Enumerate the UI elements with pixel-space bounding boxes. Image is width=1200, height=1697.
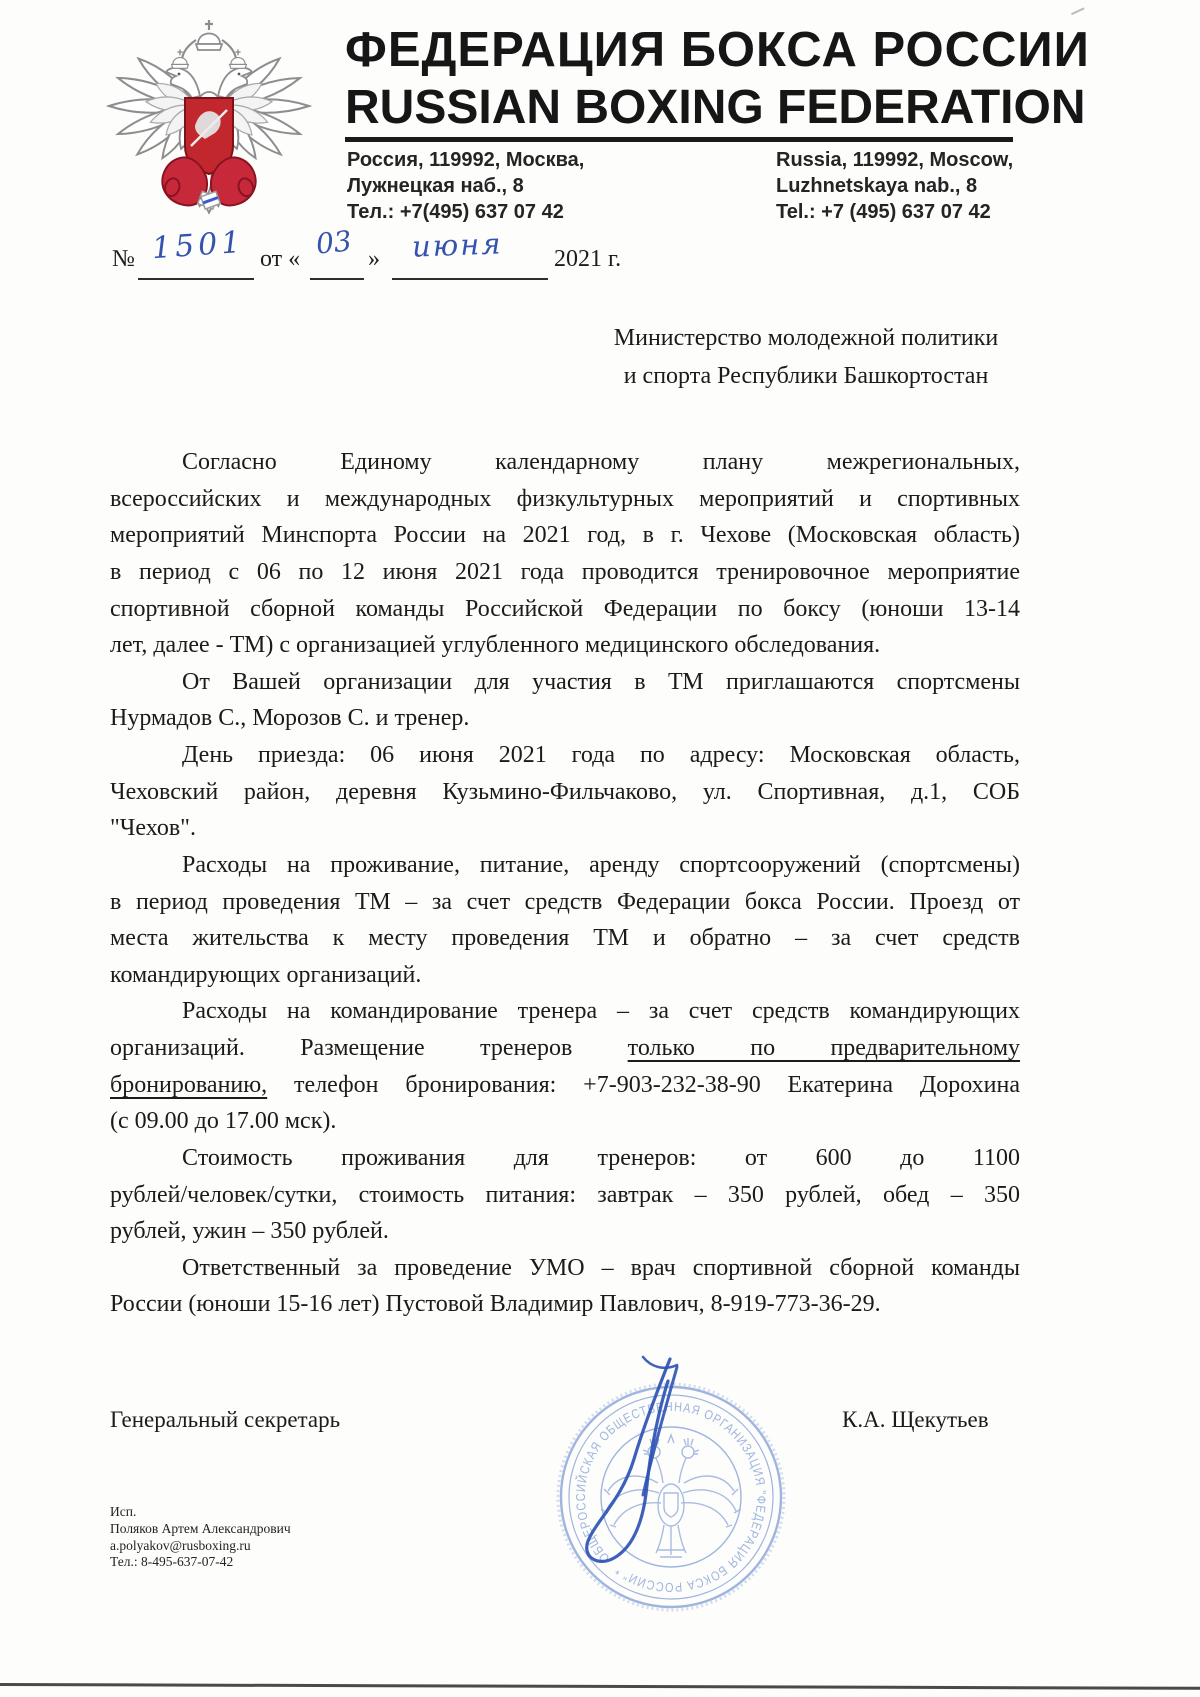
text-segment: Чеховский район, деревня Кузьмино-Фильчаково, ул. Спортивная, д.1, СОБ bbox=[110, 778, 1020, 805]
text-segment: (с 09.00 до 17.00 мск). bbox=[110, 1108, 337, 1135]
body-line bbox=[110, 1213, 1020, 1250]
body-line bbox=[110, 1067, 1020, 1104]
addressee-line: и спорта Республики Башкортостан bbox=[623, 362, 989, 389]
text-segment: Согласно Единому календарному плану межрегиональных, bbox=[182, 449, 1020, 475]
body-line bbox=[110, 884, 1020, 921]
text-segment: лет, далее - ТМ) с организацией углубленного медицинского обследования. bbox=[110, 632, 881, 659]
org-title-en: RUSSIAN BOXING FEDERATION bbox=[345, 81, 1086, 134]
address-line: Лужнецкая наб., 8 bbox=[347, 175, 524, 197]
text-segment: От Вашей организации для участия в ТМ приглашаются спортсмены bbox=[182, 668, 1020, 695]
text-segment: спортивной сборной команды Российской Федерации по боксу (юноши 13-14 bbox=[110, 595, 1020, 622]
address-line: Luzhnetskaya nab., 8 bbox=[776, 175, 978, 197]
body-line bbox=[110, 627, 1020, 664]
executor-phone: Тел.: 8-495-637-07-42 bbox=[110, 1554, 234, 1570]
executor-label: Исп. bbox=[110, 1504, 137, 1519]
body-line bbox=[110, 591, 1020, 628]
text-segment: Расходы на командирование тренера – за счет средств командирующих bbox=[182, 998, 1020, 1025]
ribbon-right bbox=[222, 40, 236, 59]
body-line bbox=[110, 810, 1020, 847]
executor-block bbox=[110, 1504, 291, 1571]
signatory-name: К.А. Щекутьев bbox=[842, 1407, 989, 1432]
address-line: Тел.: +7(495) 637 07 42 bbox=[347, 201, 564, 223]
address-block-ru bbox=[347, 147, 584, 225]
text-segment: всероссийских и международных физкультурных мероприятий и спортивных bbox=[110, 485, 1020, 512]
body-line bbox=[110, 737, 1020, 774]
right-crown-icon bbox=[230, 49, 247, 68]
text-segment: рублей/человек/сутки, стоимость питания: завтрак – 350 рублей, обед – 350 bbox=[110, 1181, 1020, 1208]
scan-artifact-mark bbox=[1071, 7, 1087, 20]
text-segment: командирующих организаций. bbox=[110, 961, 422, 988]
executor-name: Поляков Артем Александрович bbox=[110, 1520, 291, 1536]
addressee-line: Министерство молодежной политики bbox=[613, 325, 999, 351]
body-line bbox=[110, 1250, 1020, 1287]
header-divider bbox=[345, 137, 1013, 142]
stamp-eagle-icon bbox=[601, 1435, 741, 1557]
text-segment: Расходы на проживание, питание, аренду спортсооружений (спортсмены) bbox=[182, 851, 1020, 878]
address-block-en bbox=[776, 147, 1013, 225]
text-segment: День приезда: 06 июня 2021 года по адресу: Московская область, bbox=[182, 742, 1020, 768]
left-crown-icon bbox=[172, 49, 189, 68]
body-line bbox=[110, 847, 1020, 884]
executor-email: a.polyakov@rusboxing.ru bbox=[110, 1537, 251, 1553]
addressee-block bbox=[586, 320, 1026, 395]
text-segment: Стоимость проживания для тренеров: от 600 до 1100 bbox=[182, 1144, 1020, 1171]
body-line bbox=[110, 774, 1020, 811]
text-segment: в период с 06 по 12 июня 2021 года проводится тренировочное мероприятие bbox=[110, 558, 1020, 585]
body-line bbox=[110, 554, 1020, 591]
text-segment: организаций. Размещение тренеров bbox=[110, 1035, 628, 1061]
address-line: Россия, 119992, Москва, bbox=[347, 149, 585, 171]
ref-year: 2021 г. bbox=[554, 246, 622, 272]
text-segment: места жительства к месту проведения ТМ и обратно – за счет средств bbox=[110, 925, 1020, 952]
letter-body bbox=[110, 444, 1020, 1323]
text-segment: Ответственный за проведение УМО – врач спортивной сборной команды bbox=[182, 1254, 1020, 1281]
ribbon-left bbox=[182, 40, 196, 59]
ref-close-quote: » bbox=[368, 246, 380, 272]
federation-emblem-icon bbox=[86, 12, 332, 216]
text-segment: России (юноши 15-16 лет) Пустовой Владимир Павлович, 8-919-773-36-29. bbox=[110, 1291, 881, 1318]
ref-number-label: № bbox=[112, 246, 135, 272]
body-line bbox=[110, 517, 1020, 554]
text-segment: в период проведения ТМ – за счет средств Федерации бокса России. Проезд от bbox=[110, 888, 1020, 915]
body-line bbox=[110, 481, 1020, 518]
signatory-position: Генеральный секретарь bbox=[110, 1407, 341, 1432]
body-line bbox=[110, 700, 1020, 737]
stamp-circular-text: ОБЩЕРОССИЙСКАЯ ОБЩЕСТВЕННАЯ ОРГАНИЗАЦИЯ "ФЕДЕРАЦИЯ БОКСА РОССИИ" * bbox=[572, 1398, 770, 1596]
ref-month-handwritten: июня bbox=[411, 226, 504, 264]
ref-number-handwritten: 1501 bbox=[150, 224, 246, 267]
body-line bbox=[110, 1103, 1020, 1140]
text-segment: Нурмадов С., Морозов С. и тренер. bbox=[110, 705, 470, 732]
official-stamp bbox=[540, 1295, 800, 1625]
svg-text:ОБЩЕРОССИЙСКАЯ ОБЩЕСТВЕННАЯ ОР bbox=[573, 1399, 769, 1595]
underlined-text: только по предварительному bbox=[627, 1035, 1021, 1061]
text-segment: рублей, ужин – 350 рублей. bbox=[110, 1218, 389, 1245]
ref-from-label: от « bbox=[260, 246, 301, 272]
underlined-text: бронированию, bbox=[110, 1071, 268, 1098]
text-segment: "Чехов". bbox=[110, 815, 196, 842]
org-title-ru: ФЕДЕРАЦИЯ БОКСА РОССИИ bbox=[345, 23, 1090, 77]
text-segment: телефон бронирования: +7-903-232-38-90 Екатерина Дорохина bbox=[267, 1071, 1020, 1098]
body-line bbox=[110, 993, 1020, 1030]
body-line bbox=[110, 444, 1020, 481]
ref-day-handwritten: 03 bbox=[314, 224, 354, 261]
address-line: Russia, 119992, Moscow, bbox=[776, 149, 1014, 171]
body-line bbox=[110, 664, 1020, 701]
body-line bbox=[110, 1177, 1020, 1214]
address-line: Tel.: +7 (495) 637 07 42 bbox=[776, 201, 991, 223]
body-line bbox=[110, 957, 1020, 994]
body-line bbox=[110, 1140, 1020, 1177]
body-line bbox=[110, 920, 1020, 957]
central-crown-icon bbox=[196, 20, 222, 50]
scan-artifact-line bbox=[0, 1683, 1200, 1690]
body-line bbox=[110, 1030, 1020, 1067]
text-segment: мероприятий Минспорта России на 2021 год, в г. Чехове (Московская область) bbox=[110, 522, 1020, 549]
